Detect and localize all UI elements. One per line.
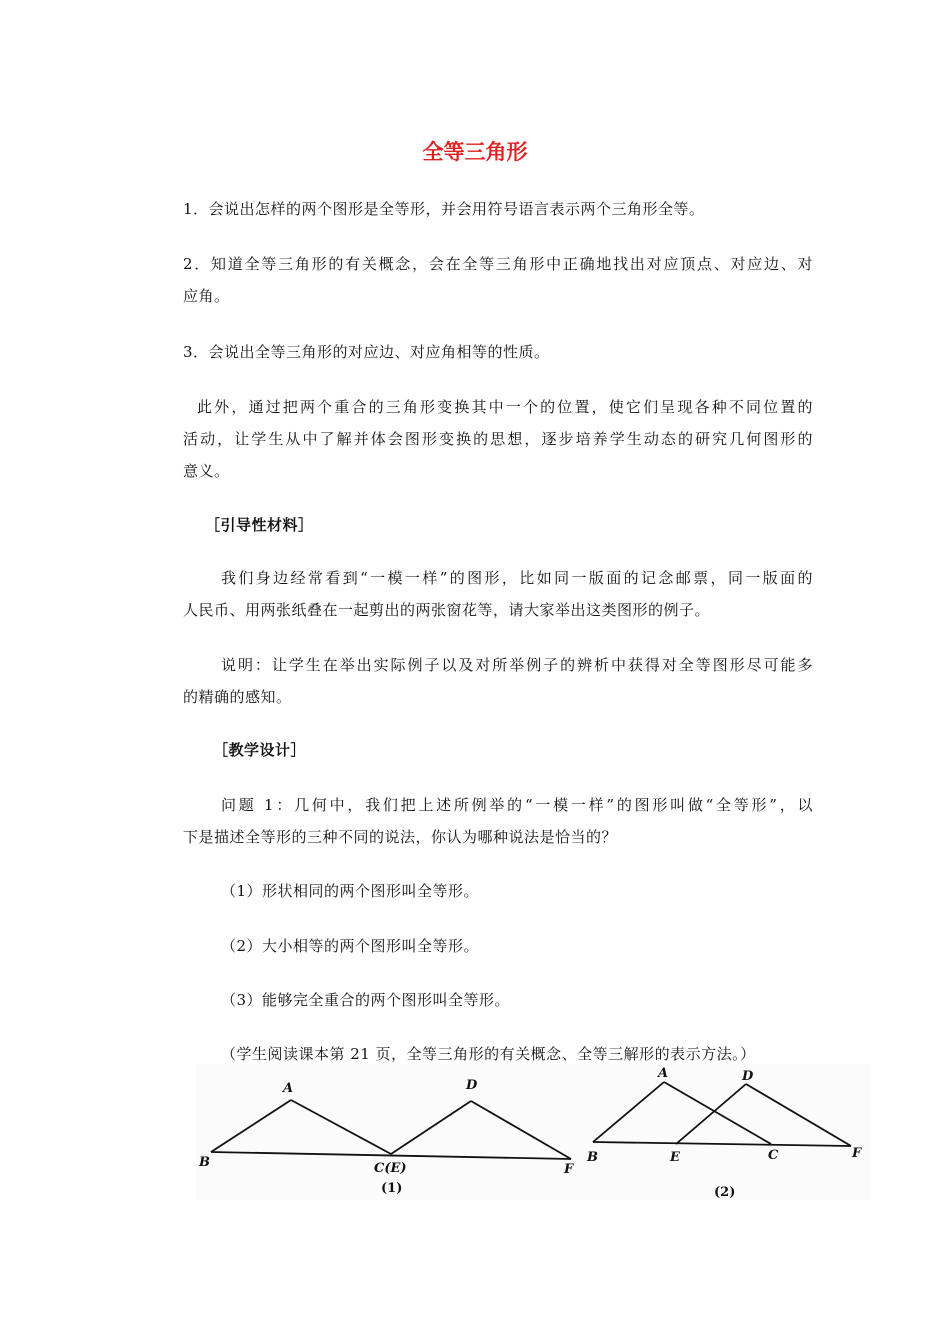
question-1-line-1: 问题 1：几何中，我们把上述所例举的“一模一样”的图形叫做“全等形”，以 xyxy=(221,796,813,814)
intro-heading: ［引导性材料］ xyxy=(205,516,314,534)
objective-2-line-2: 应角。 xyxy=(183,287,230,305)
figure-2-lines xyxy=(593,1082,851,1146)
intro-note-line-1: 说明：让学生在举出实际例子以及对所举例子的辨析中获得对全等图形尽可能多 xyxy=(221,656,813,674)
fig1-label-a: A xyxy=(283,1081,294,1096)
page-title: 全等三角形 xyxy=(422,140,528,164)
extra-line-1: 此外，通过把两个重合的三角形变换其中一个的位置，使它们呈现各种不同位置的 xyxy=(197,398,813,416)
extra-line-2: 活动，让学生从中了解并体会图形变换的思想，逐步培养学生动态的研究几何图形的 xyxy=(183,430,813,448)
fig2-label-d: D xyxy=(742,1069,754,1084)
fig1-caption: (1) xyxy=(381,1181,403,1196)
figure-1-lines xyxy=(211,1100,571,1159)
fig1-label-d: D xyxy=(466,1078,478,1093)
fig1-label-ce: C(E) xyxy=(374,1161,407,1176)
option-1: （1）形状相同的两个图形叫全等形。 xyxy=(221,882,480,900)
intro-paragraph-line-2: 人民币、用两张纸叠在一起剪出的两张窗花等，请大家举出这类图形的例子。 xyxy=(183,601,711,619)
design-heading: ［教学设计］ xyxy=(213,741,307,759)
option-3: （3）能够完全重合的两个图形叫全等形。 xyxy=(221,991,511,1009)
objective-1: 1．会说出怎样的两个图形是全等形，并会用符号语言表示两个三角形全等。 xyxy=(183,200,705,218)
fig2-label-b: B xyxy=(587,1150,598,1165)
objective-2-line-1: 2．知道全等三角形的有关概念，会在全等三角形中正确地找出对应顶点、对应边、对 xyxy=(183,255,813,273)
fig2-label-a: A xyxy=(658,1066,669,1081)
fig2-caption: (2) xyxy=(714,1185,736,1200)
option-2: （2）大小相等的两个图形叫全等形。 xyxy=(221,937,480,955)
intro-note-line-2: 的精确的感知。 xyxy=(183,688,292,706)
triangle-figures xyxy=(196,1064,870,1200)
fig1-label-f: F xyxy=(564,1162,574,1177)
reading-note: （学生阅读课本第 21 页，全等三角形的有关概念、全等三解形的表示方法。） xyxy=(221,1045,756,1063)
extra-line-3: 意义。 xyxy=(183,462,230,480)
fig2-label-f: F xyxy=(852,1146,862,1161)
question-1-line-2: 下是描述全等形的三种不同的说法，你认为哪种说法是恰当的？ xyxy=(183,828,618,846)
fig1-label-b: B xyxy=(199,1155,210,1170)
intro-paragraph-line-1: 我们身边经常看到“一模一样”的图形，比如同一版面的记念邮票，同一版面的 xyxy=(221,569,813,587)
objective-3: 3．会说出全等三角形的对应边、对应角相等的性质。 xyxy=(183,343,550,361)
fig2-label-e: E xyxy=(670,1150,680,1165)
fig2-label-c: C xyxy=(768,1148,779,1163)
